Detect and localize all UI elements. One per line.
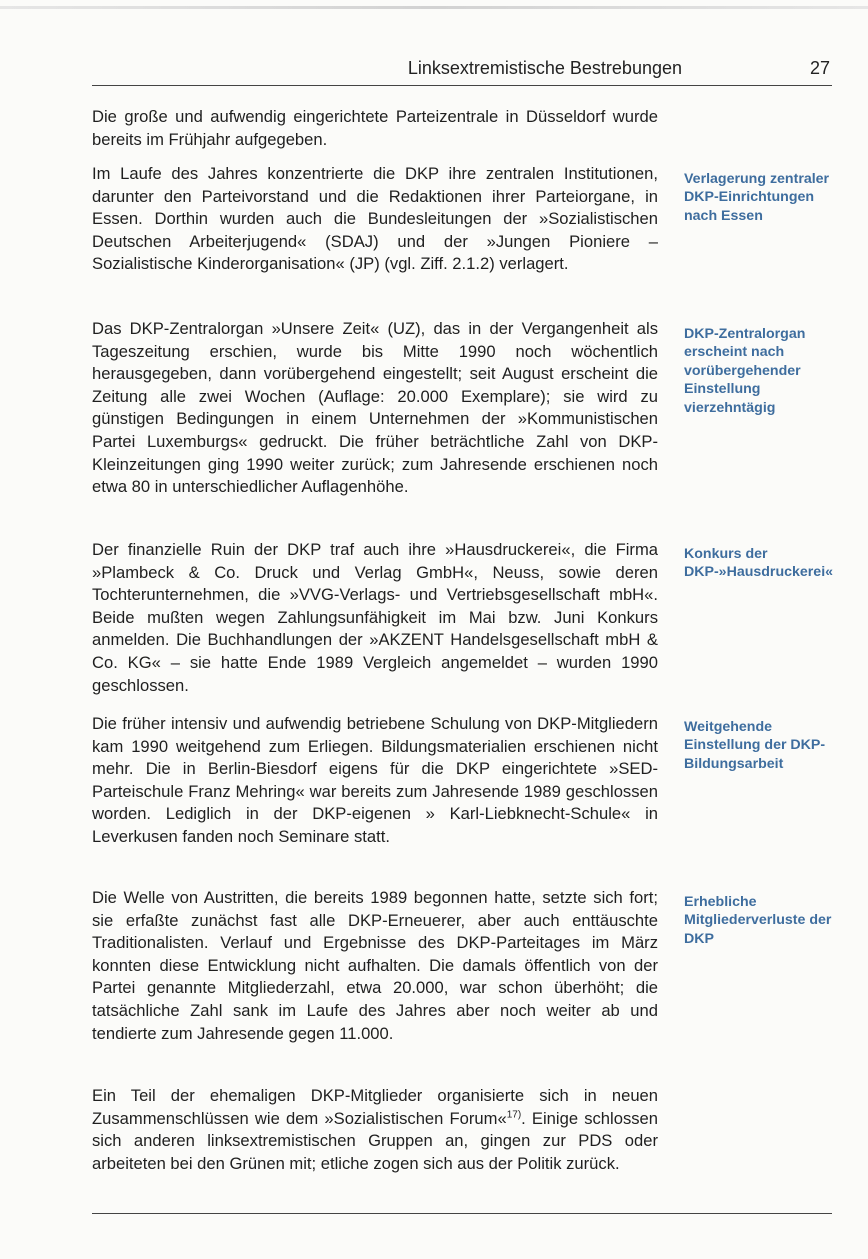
paragraph-5: Die früher intensiv und aufwendig betriebene Schulung von DKP-Mitgliedern kam 1990 weitgehend zum Erliegen. Bildungsmaterialien erschienen nicht mehr. Die in Berlin-Biesdorf eigens für die DKP eingerichtete »SED-Parteischule Franz Mehring« war bereits zum Jahresende 1989 geschlossen worden. Lediglich in der DKP-eigenen » Karl-Liebknecht-Schule« in Leverkusen fanden noch Seminare statt. [92,714,658,846]
scan-top-edge [0,6,868,9]
paragraph-7-start: Ein Teil der ehemaligen DKP-Mitglieder organisierte sich in neuen Zusammenschlüssen wie dem »Sozialistischen Forum« [92,1086,658,1128]
paragraph-2: Im Laufe des Jahres konzentrierte die DKP ihre zentralen Institutionen, darunter den Parteivorstand und die Redaktionen ihrer Parteiorgane, in Essen. Dorthin wurden auch die Bundesleitungen der »Sozialistischen Deutschen Arbeiterjugend« (SDAJ) und der »Jungen Pioniere – Sozialistische Kinderorganisation« (JP) (vgl. Ziff. 2.1.2) verlagert. [92,164,658,274]
paragraph-7 [92,1085,658,1175]
footnote-marker: 17) [506,1109,522,1121]
header-rule [92,85,832,86]
paragraph-6: Die Welle von Austritten, die bereits 1989 begonnen hatte, setzte sich fort; sie erfaßte zunächst fast alle DKP-Erneuerer, aber auch enttäuschte Traditionalisten. Verlauf und Ergebnisse des DKP-Parteitages im März konnten diese Entwicklung nicht aufhalten. Die damals öffentlich von der Partei genannte Mitgliederzahl, etwa 20.000, war schon überhöht; die tatsächliche Zahl sank im Laufe des Jahres aber noch weiter ab und tendierte zum Jahresende gegen 11.000. [92,888,658,1043]
margin-note-2: DKP-Zentralorgan erscheint nach vorübergehender Einstellung vierzehntägig [684,326,806,416]
running-title: Linksextremistische Bestrebungen [407,58,682,78]
running-header [92,58,832,86]
paragraph-7-end: . Einige schlossen sich anderen linksextremistischen Gruppen an, gingen zur PDS oder arbeiteten bei den Grünen mit; etliche zogen sich aus der Politik zurück. [92,1108,658,1173]
margin-note-4: Weitgehende Einstellung der DKP-Bildungsarbeit [684,719,826,772]
margin-note-1: Verlagerung zentraler DKP-Einrichtungen nach Essen [684,171,830,224]
paragraph-1: Die große und aufwendig eingerichtete Parteizentrale in Düsseldorf wurde bereits im Frühjahr aufgegeben. [92,107,658,149]
paragraph-4: Der finanzielle Ruin der DKP traf auch ihre »Hausdruckerei«, die Firma »Plambeck & Co. Druck und Verlag GmbH«, Neuss, sowie deren Tochterunternehmen, die »VVG-Verlags- und Vertriebsgesellschaft mbH«. Beide mußten wegen Zahlungsunfähigkeit im Mai bzw. Juni Konkurs anmelden. Die Buchhandlungen der »AKZENT Handelsgesellschaft mbH & Co. KG« – sie hatte Ende 1989 Vergleich angemeldet – wurden 1990 geschlossen. [92,540,658,695]
margin-note-3: Konkurs der DKP-»Hausdruckerei« [684,546,834,581]
footer-rule [92,1213,832,1214]
margin-note-5: Erhebliche Mitgliederverluste der DKP [684,894,832,947]
page-number: 27 [809,58,830,78]
paragraph-3: Das DKP-Zentralorgan »Unsere Zeit« (UZ), das in der Vergangenheit als Tageszeitung erschien, wurde bis Mitte 1990 noch wöchentlich herausgegeben, dann vorübergehend eingestellt; seit August erscheint die Zeitung alle zwei Wochen (Auflage: 20.000 Exemplare); sie wird zu günstigen Bedingungen in einem Unternehmen der »Kommunistischen Partei Luxemburgs« gedruckt. Die früher beträchtliche Zahl von DKP-Kleinzeitungen ging 1990 weiter zurück; zum Jahresende erschienen noch etwa 80 in unterschiedlicher Auflagenhöhe. [92,319,658,497]
